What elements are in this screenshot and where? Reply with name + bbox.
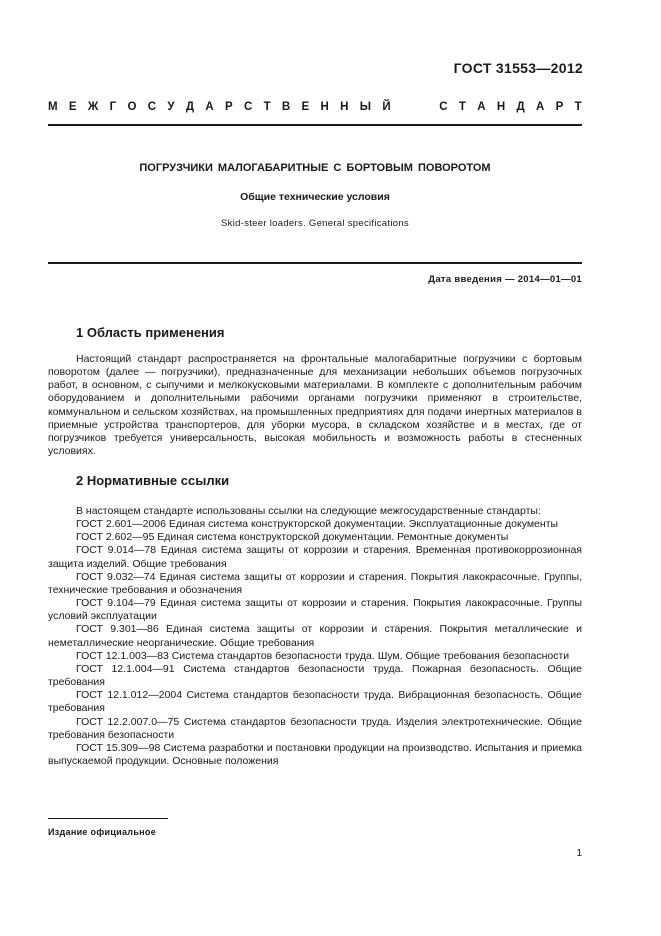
heading-letter: В: [281, 101, 291, 113]
word-gap: [402, 101, 428, 113]
official-edition-note: Издание официальное: [48, 827, 157, 837]
heading-letter: С: [243, 101, 253, 113]
page-number: 1: [576, 848, 582, 859]
reference-item: ГОСТ 9.014—78 Единая система защиты от коррозии и старения. Временная противокоррозионная защита изделий. Общие требования: [48, 544, 582, 570]
heading-letter: Р: [224, 101, 233, 113]
heading-letter: А: [477, 101, 486, 113]
reference-item: ГОСТ 9.032—74 Единая система защиты от коррозии и старения. Покрытия лакокрасочные. Группы, технические требования и обозначения: [48, 570, 582, 596]
heading-letter: Е: [301, 101, 310, 113]
heading-letter: А: [205, 101, 214, 113]
introduction-date: Дата введения — 2014—01—01: [428, 274, 582, 285]
heading-letter: Р: [555, 101, 564, 113]
heading-letter: Ы: [359, 101, 372, 113]
heading-letter: С: [439, 101, 448, 113]
heading-letter: М: [48, 101, 58, 113]
reference-item: ГОСТ 12.1.004—91 Система стандартов безопасности труда. Пожарная безопасность. Общие требования: [48, 662, 582, 689]
document-number: ГОСТ 31553—2012: [453, 60, 583, 76]
reference-item: ГОСТ 9.104—79 Единая система защиты от коррозии и старения. Покрытия лакокрасочные. Группы условий эксплуатации: [48, 597, 582, 623]
reference-item: ГОСТ 2.601—2006 Единая система конструкторской документации. Эксплуатационные документы: [76, 518, 559, 531]
heading-letter: Д: [516, 101, 525, 113]
english-title: Skid-steer loaders. General specifications: [221, 218, 409, 229]
heading-letter: Д: [185, 101, 195, 113]
document-subtitle: Общие технические условия: [240, 191, 390, 203]
heading-letter: Н: [340, 101, 349, 113]
standard-kind-heading: [48, 101, 582, 113]
reference-item: ГОСТ 15.309—98 Система разработки и постановки продукции на производство. Испытания и приемка выпускаемой продукции. Основные положения: [48, 741, 582, 767]
bottom-rule: [48, 262, 582, 264]
heading-letter: Т: [574, 101, 582, 113]
document-title: ПОГРУЗЧИКИ МАЛОГАБАРИТНЫЕ С БОРТОВЫМ ПОВОРОТОМ: [139, 162, 491, 174]
heading-letter: Е: [68, 101, 77, 113]
section-heading-scope: 1 Область применения: [76, 325, 225, 340]
heading-letter: Ж: [87, 101, 99, 113]
reference-item: ГОСТ 2.602—95 Единая система конструкторской документации. Ремонтные документы: [76, 531, 509, 544]
top-rule: [48, 124, 582, 126]
paragraph: Настоящий стандарт распространяется на фронтальные малогабаритные погрузчики с бортовым поворотом (далее — погрузчики), предназначенные для механизации небольших объемов погрузочных работ, в основном, с сыпучими и мелкокусковыми материалами. В комплекте с дополнительным рабочим оборудованием и дополнительными рабочими органами погрузчики применяют в строительстве, коммунальном и сельском хозяйствах, на промышленных предприятиях для подачи инертных материалов в приемные устройства транспортеров, для уборки мусора, в складском хозяйстве и в местах, где от погрузчиков требуется универсальность, высокая мобильность и возможность работы в стесненных условиях.: [48, 353, 582, 458]
heading-letter: Й: [382, 101, 391, 113]
section-body-references: [48, 505, 582, 768]
section-body-scope: [48, 353, 582, 458]
heading-letter: У: [167, 101, 175, 113]
footer-rule: [48, 818, 168, 819]
heading-letter: Н: [496, 101, 506, 113]
reference-item: ГОСТ 12.2.007.0—75 Система стандартов безопасности труда. Изделия электротехнические. Общие требования безопасности: [48, 715, 582, 741]
section-heading-references: 2 Нормативные ссылки: [76, 473, 230, 488]
heading-letter: Т: [263, 101, 271, 113]
heading-letter: А: [535, 101, 545, 113]
heading-letter: Г: [109, 101, 117, 113]
paragraph: В настоящем стандарте использованы ссылки на следующие межгосударственные стандарты:: [76, 505, 541, 517]
reference-item: ГОСТ 12.1.003—83 Система стандартов безопасности труда. Шум. Общие требования безопасности: [76, 649, 570, 662]
heading-letter: О: [127, 101, 137, 113]
heading-letter: С: [147, 101, 157, 113]
reference-item: ГОСТ 12.1.012—2004 Система стандартов безопасности труда. Вибрационная безопасность. Общие требования: [48, 689, 582, 715]
heading-letter: Т: [458, 101, 466, 113]
heading-letter: Н: [320, 101, 329, 113]
reference-item: ГОСТ 9.301—86 Единая система защиты от коррозии и старения. Покрытия металлические и неметаллические неорганические. Общие требования: [48, 623, 582, 649]
